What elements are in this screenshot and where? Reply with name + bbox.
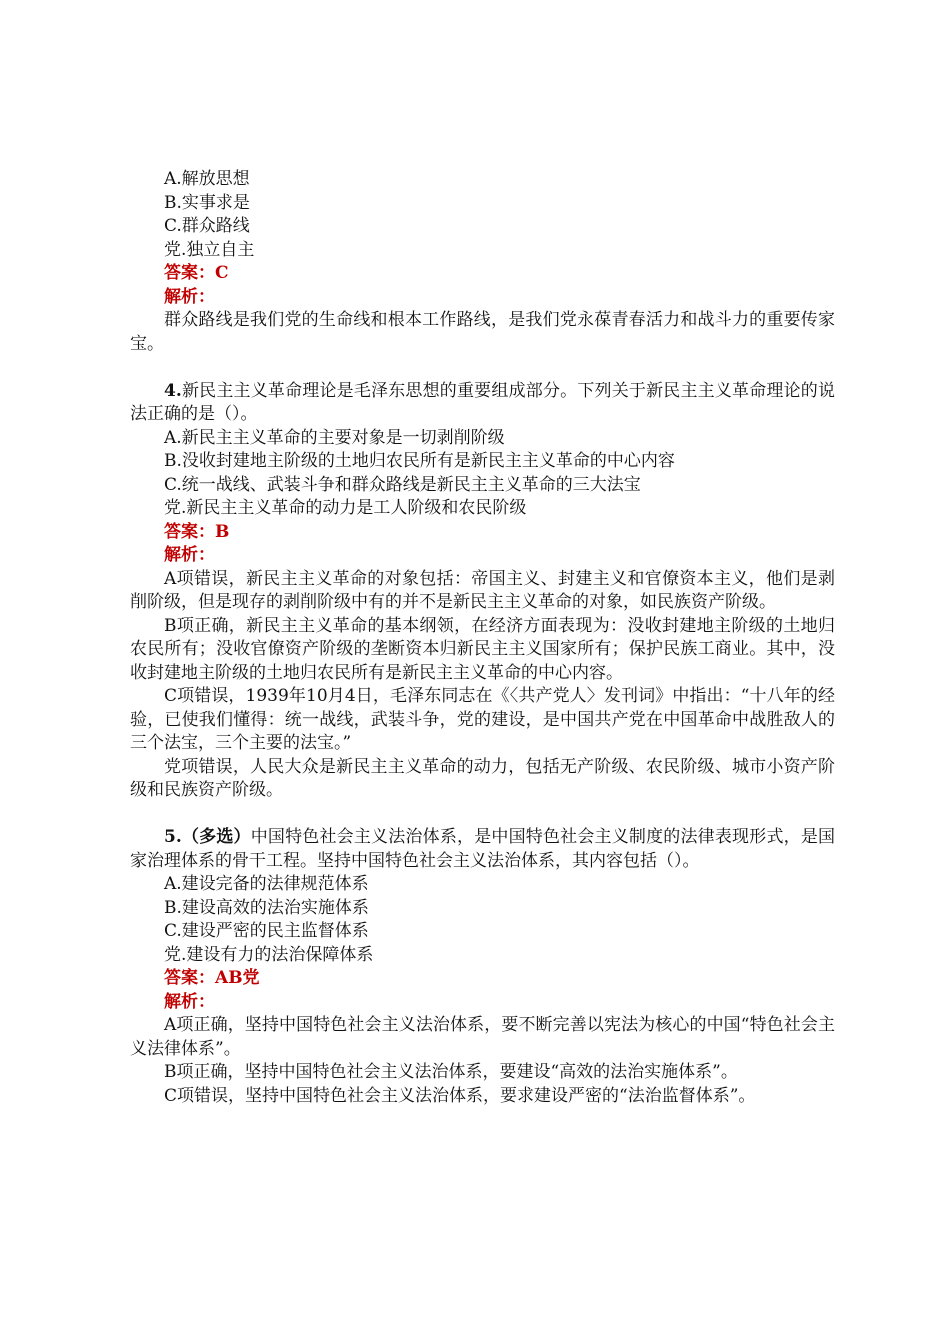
question-text: 中国特色社会主义法治体系，是中国特色社会主义制度的法律表现形式，是国家治理体系的骨干工程。坚持中国特色社会主义法治体系，其内容包括（）。 <box>130 827 836 871</box>
question-stem <box>130 826 835 873</box>
option-b: B.没收封建地主阶级的土地归农民所有是新民主主义革命的中心内容 <box>164 451 675 471</box>
question-4 <box>130 380 835 803</box>
option-b: B.实事求是 <box>164 192 250 213</box>
question-5 <box>130 826 835 1108</box>
analysis-paragraph: B项正确，新民主主义革命的基本纲领，在经济方面表现为：没收封建地主阶级的土地归农民所有；没收官僚资产阶级的垄断资本归新民主主义国家所有；保护民族工商业。其中，没收封建地主阶级的土地归农民所有是新民主主义革命的中心内容。 <box>130 615 835 683</box>
option-a: A.建设完备的法律规范体系 <box>164 874 369 894</box>
option-a: A.新民主主义革命的主要对象是一切剥削阶级 <box>164 427 505 448</box>
option-d: 党.新民主主义革命的动力是工人阶级和农民阶级 <box>164 498 527 518</box>
answer-line <box>130 967 835 991</box>
answer-value: C <box>215 263 229 283</box>
analysis-paragraph: A项错误，新民主主义革命的对象包括：帝国主义、封建主义和官僚资本主义，他们是剥削阶级，但是现存的剥削阶级中有的并不是新民主主义革命的对象，如民族资产阶级。 <box>130 568 835 612</box>
analysis-label: 解析： <box>164 991 215 1012</box>
question-stem <box>130 380 835 427</box>
option-c: C.群众路线 <box>164 216 250 236</box>
option-a: A.解放思想 <box>164 169 250 189</box>
option-d: 党.建设有力的法治保障体系 <box>164 944 374 965</box>
question-number: 5. <box>164 827 182 847</box>
option-c: C.建设严密的民主监督体系 <box>164 921 369 941</box>
option-d: 党.独立自主 <box>164 239 255 260</box>
answer-label: 答案： <box>164 968 215 988</box>
analysis-paragraph: 党项错误，人民大众是新民主主义革命的动力，包括无产阶级、农民阶级、城市小资产阶级和民族资产阶级。 <box>130 756 835 800</box>
analysis-label: 解析： <box>164 545 215 565</box>
question-3 <box>130 168 835 356</box>
analysis-paragraph: A项正确，坚持中国特色社会主义法治体系，要不断完善以宪法为核心的中国“特色社会主义法律体系”。 <box>130 1015 835 1059</box>
analysis-paragraph: B项正确，坚持中国特色社会主义法治体系，要建设“高效的法治实施体系”。 <box>164 1062 738 1082</box>
option-c: C.统一战线、武装斗争和群众路线是新民主主义革命的三大法宝 <box>164 474 641 495</box>
analysis-label: 解析： <box>164 286 215 307</box>
document-content <box>130 168 835 1108</box>
answer-line <box>130 262 835 286</box>
analysis-paragraph: 群众路线是我们党的生命线和根本工作路线，是我们党永葆青春活力和战斗力的重要传家宝。 <box>130 310 835 354</box>
answer-value: B <box>215 521 230 542</box>
analysis-paragraph: C项错误，1939年10月4日，毛泽东同志在《〈共产党人〉发刊词》中指出：“十八年的经验，已使我们懂得：统一战线，武装斗争，党的建设，是中国共产党在中国革命中战胜敌人的三个法宝，三个主要的法宝。” <box>130 686 835 753</box>
question-text: 新民主主义革命理论是毛泽东思想的重要组成部分。下列关于新民主主义革命理论的说法正确的是（）。 <box>130 380 835 424</box>
spacer <box>130 803 835 827</box>
question-number: 4. <box>164 380 182 401</box>
answer-line <box>130 521 835 545</box>
answer-label: 答案： <box>164 521 215 542</box>
analysis-paragraph: C项错误，坚持中国特色社会主义法治体系，要求建设严密的“法治监督体系”。 <box>164 1085 756 1106</box>
answer-label: 答案： <box>164 263 215 283</box>
question-type-tag: （多选） <box>181 827 251 847</box>
spacer <box>130 356 835 380</box>
option-b: B.建设高效的法治实施体系 <box>164 897 369 918</box>
answer-value: AB党 <box>215 968 260 988</box>
